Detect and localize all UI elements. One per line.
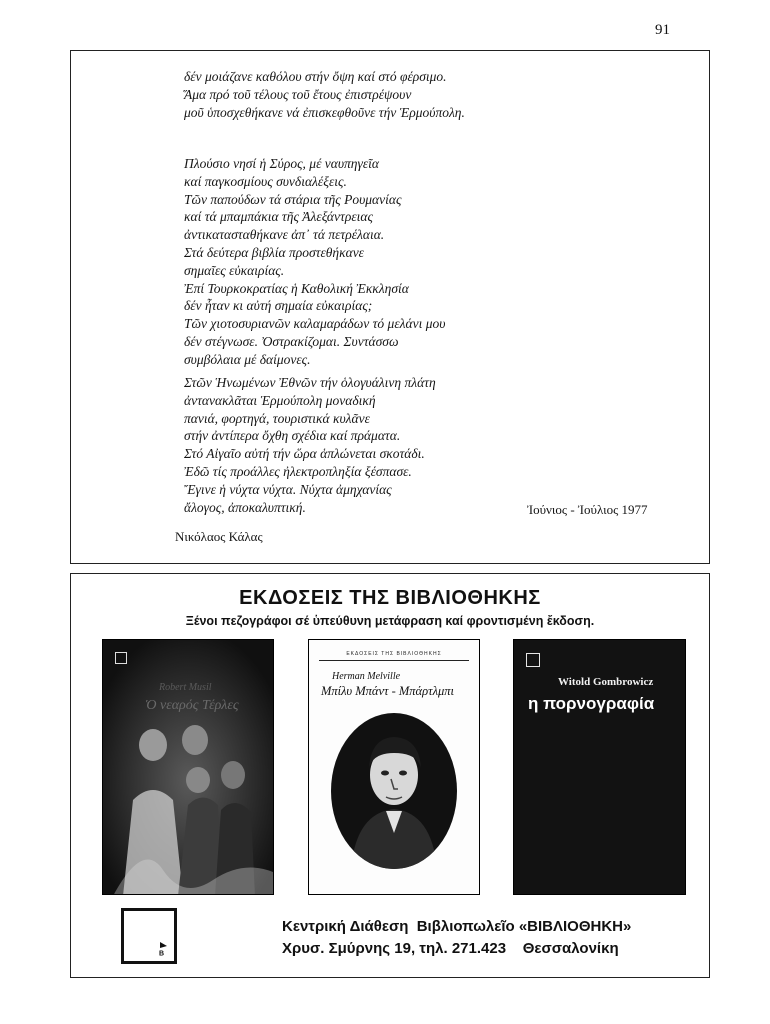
book-author: Herman Melville	[332, 671, 401, 682]
poem-date: Ἰούνιος - Ἰούλιος 1977	[527, 502, 648, 517]
series-square-icon	[526, 653, 540, 667]
book-cover-gombrowicz	[513, 639, 686, 895]
book-cover-musil	[102, 639, 274, 895]
book-author: Witold Gombrowicz	[558, 676, 654, 688]
divider	[319, 660, 469, 661]
ad-title: ΕΚΔΟΣΕΙΣ ΤΗΣ ΒΙΒΛΙΟΘΗΚΗΣ	[239, 587, 541, 609]
poem-line: ἄλογος, ἀποκαλυπτική.	[184, 499, 306, 515]
poem-line: Στῶν Ἡνωμένων Ἐθνῶν τήν ὁλογυάλινη πλάτη	[184, 375, 436, 390]
poem-line: σημαῖες εὐκαιρίας.	[184, 262, 285, 278]
poem-line: ἀντανακλᾶται Ἑρμούπολη μοναδική	[184, 392, 376, 408]
book-cover-melville	[308, 639, 480, 895]
poem-line: Στό Αἰγαῖο αὐτή τήν ὥρα ἁπλώνεται σκοτάδι.	[184, 446, 425, 462]
poem-stanza-1	[184, 68, 465, 121]
poem-line: μοῦ ὑποσχεθήκανε νά ἐπισκεφθοῦνε τήν Ἑρμούπολη.	[184, 104, 465, 120]
publisher-logo	[121, 908, 177, 964]
poem-line: Πλούσιο νησί ἡ Σύρος, μέ ναυπηγεῖα	[184, 156, 379, 171]
book-title: Μπίλυ Μπάντ - Μπάρτλμπι	[321, 684, 455, 698]
poem-line: καί τά μπαμπάκια τῆς Ἀλεξάντρειας	[184, 209, 373, 225]
poem-line: Ἐδῶ τίς προάλλες ἠλεκτροπληξία ξέσπασε.	[184, 463, 412, 479]
poem-line: στήν ἀντίπερα ὄχθη σχέδια καί πράματα.	[184, 428, 401, 444]
distribution-line: Κεντρική Διάθεση Βιβλιοπωλεῖο «ΒΙΒΛΙΟΘΗΚΗ»	[282, 918, 632, 935]
logo-letter: Β	[159, 950, 165, 956]
book-title: η πορνογραφία	[528, 694, 655, 713]
address-line: Χρυσ. Σμύρνης 19, τηλ. 271.423 Θεσσαλονίκη	[282, 940, 619, 957]
poem-line: δέν ἦταν κι αὐτή σημαία εὐκαιρίας;	[184, 298, 373, 314]
book-cover-illustration	[103, 640, 274, 895]
poem-author: Νικόλαος Κάλας	[175, 529, 263, 544]
poem-stanza-2	[184, 155, 445, 369]
poem-line: δέν μοιάζανε καθόλου στήν ὄψη καί στό φέρσιμο.	[184, 69, 447, 84]
poem-line: Τῶν χιοτοσυριανῶν καλαμαράδων τό μελάνι μου	[184, 316, 446, 332]
advertisement-box	[70, 573, 710, 978]
book-author: Robert Musil	[159, 682, 212, 693]
logo-mark-icon	[158, 942, 168, 956]
poem-line: συμβόλαια μέ δαίμονες.	[184, 351, 311, 367]
page-number: 91	[655, 22, 670, 38]
poem-stanza-3	[184, 374, 436, 516]
poem-line: Τῶν παπούδων τά στάρια τῆς Ρουμανίας	[184, 191, 402, 207]
poem-line: Ἐπί Τουρκοκρατίας ἡ Καθολική Ἐκκλησία	[184, 280, 409, 296]
poem-line: Ἔγινε ἡ νύχτα νύχτα. Νύχτα ἀμηχανίας	[184, 481, 392, 497]
poem-line: καί παγκοσμίους συνδιαλέξεις.	[184, 173, 347, 189]
portrait-oval	[331, 713, 457, 869]
series-square-icon	[115, 652, 127, 664]
poem-box	[70, 50, 710, 564]
poem-line: ἀντικατασταθήκανε ἀπ᾿ τά πετρέλαια.	[184, 227, 385, 243]
poem-line: Ἅμα πρό τοῦ τέλους τοῦ ἔτους ἐπιστρέψουν	[184, 86, 412, 102]
poem-line: δέν στέγνωσε. Ὀστρακίζομαι. Συντάσσω	[184, 333, 399, 349]
book-title: Ὁ νεαρός Τέρλες	[145, 698, 239, 713]
ad-subtitle: Ξένοι πεζογράφοι σέ ὑπεύθυνη μετάφραση καί φροντισμένη ἔκδοση.	[185, 614, 595, 628]
portrait-illustration	[331, 713, 457, 869]
poem-line: Στά δεύτερα βιβλία προστεθήκανε	[184, 244, 365, 260]
book-series: ΕΚΔΟΣΕΙΣ ΤΗΣ ΒΙΒΛΙΟΘΗΚΗΣ	[346, 651, 442, 657]
poem-line: πανιά, φορτηγά, τουριστικά κυλᾶνε	[184, 410, 370, 426]
